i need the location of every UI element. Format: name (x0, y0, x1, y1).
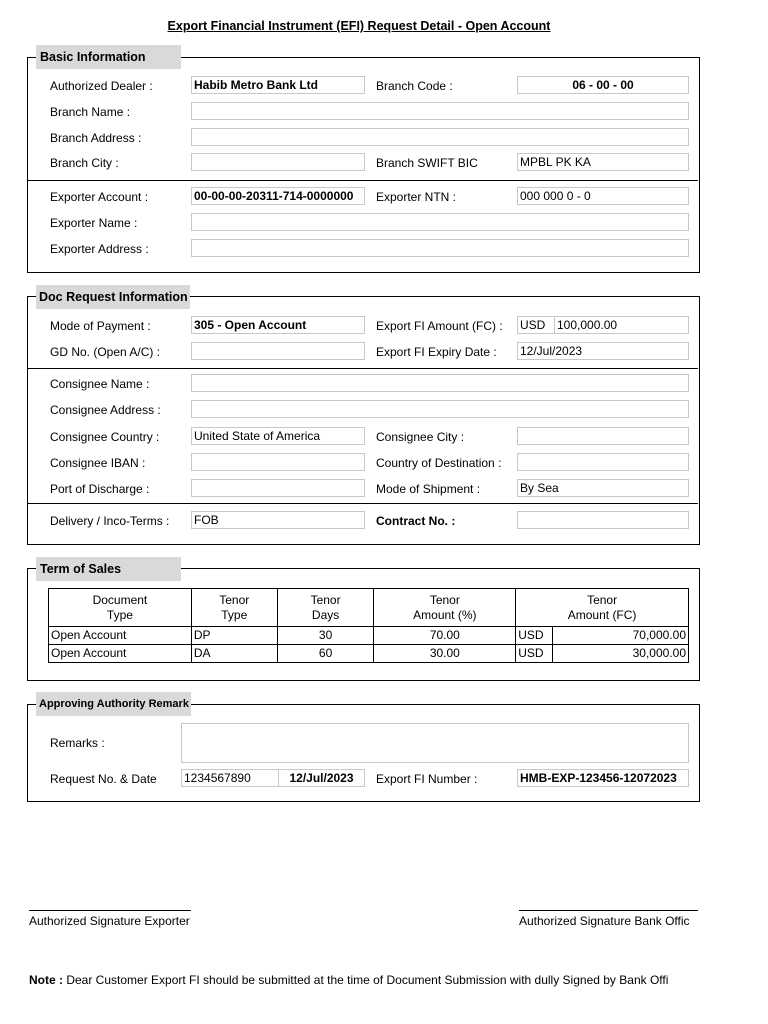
fi-expiry-field[interactable]: 12/Jul/2023 (517, 342, 689, 360)
request-no-label: Request No. & Date (50, 772, 157, 786)
cell-doc-type: Open Account (49, 645, 192, 663)
cell-days: 30 (277, 627, 374, 645)
page-title: Export Financial Instrument (EFI) Request Detail - Open Account (167, 19, 551, 33)
swift-field[interactable]: MPBL PK KA (517, 153, 689, 171)
inco-terms-field[interactable]: FOB (191, 511, 365, 529)
note (29, 970, 699, 990)
consignee-city-label: Consignee City : (376, 430, 465, 444)
cell-amount: 70,000.00 (553, 627, 689, 645)
approval-heading: Approving Authority Remark (36, 692, 191, 716)
exporter-name-field[interactable] (191, 213, 689, 231)
destination-country-field[interactable] (517, 453, 689, 471)
col-tenor-days: Tenor Days (277, 589, 374, 627)
col-tenor-amount-fc: Tenor Amount (FC) (516, 589, 689, 627)
request-no-field[interactable]: 1234567890 (181, 769, 279, 787)
fi-number-label: Export FI Number : (376, 772, 478, 786)
basic-divider (27, 180, 698, 181)
exporter-signature-label: Authorized Signature Exporter (29, 914, 190, 928)
port-of-discharge-field[interactable] (191, 479, 365, 497)
exporter-account-label: Exporter Account : (50, 190, 149, 204)
branch-code-field[interactable]: 06 - 00 - 00 (517, 76, 689, 94)
consignee-address-field[interactable] (191, 400, 689, 418)
branch-name-label: Branch Name : (50, 105, 131, 119)
cell-days: 60 (277, 645, 374, 663)
cell-currency: USD (516, 645, 553, 663)
consignee-country-label: Consignee Country : (50, 430, 160, 444)
branch-code-label: Branch Code : (376, 79, 453, 93)
gd-no-label: GD No. (Open A/C) : (50, 345, 161, 359)
port-of-discharge-label: Port of Discharge : (50, 482, 150, 496)
branch-city-label: Branch City : (50, 156, 119, 170)
fi-expiry-label: Export FI Expiry Date : (376, 345, 497, 359)
fi-amount-label: Export FI Amount (FC) : (376, 319, 503, 333)
term-of-sales-table (48, 588, 689, 663)
contract-no-field[interactable] (517, 511, 689, 529)
branch-name-field[interactable] (191, 102, 689, 120)
col-tenor-type: Tenor Type (191, 589, 277, 627)
mode-of-payment-label: Mode of Payment : (50, 319, 151, 333)
doc-request-heading: Doc Request Information (36, 285, 190, 309)
inco-terms-label: Delivery / Inco-Terms : (50, 514, 170, 528)
remarks-field[interactable] (181, 723, 689, 763)
exporter-ntn-label: Exporter NTN : (376, 190, 457, 204)
fi-number-field[interactable]: HMB-EXP-123456-12072023 (517, 769, 689, 787)
col-tenor-amount-pct: Tenor Amount (%) (374, 589, 516, 627)
swift-label: Branch SWIFT BIC (376, 156, 478, 170)
cell-amount: 30,000.00 (553, 645, 689, 663)
cell-tenor-type: DP (191, 627, 277, 645)
gd-no-field[interactable] (191, 342, 365, 360)
consignee-name-label: Consignee Name : (50, 377, 150, 391)
col-document-type: Document Type (49, 589, 192, 627)
authorized-dealer-label: Authorized Dealer : (50, 79, 153, 93)
mode-of-shipment-field[interactable]: By Sea (517, 479, 689, 497)
consignee-country-field[interactable]: United State of America (191, 427, 365, 445)
contract-no-label: Contract No. : (376, 514, 456, 528)
exporter-address-field[interactable] (191, 239, 689, 257)
consignee-name-field[interactable] (191, 374, 689, 392)
cell-doc-type: Open Account (49, 627, 192, 645)
consignee-iban-label: Consignee IBAN : (50, 456, 146, 470)
mode-of-shipment-label: Mode of Shipment : (376, 482, 481, 496)
doc-divider-2 (27, 503, 698, 504)
request-date-field[interactable]: 12/Jul/2023 (278, 769, 365, 787)
cell-pct: 70.00 (374, 627, 516, 645)
consignee-address-label: Consignee Address : (50, 403, 161, 417)
table-header-row (49, 589, 689, 627)
destination-country-label: Country of Destination : (376, 456, 502, 470)
cell-currency: USD (516, 627, 553, 645)
exporter-account-field[interactable]: 00-00-00-20311-714-0000000 (191, 187, 365, 205)
remarks-label: Remarks : (50, 736, 105, 750)
fi-amount-value-field[interactable]: 100,000.00 (554, 316, 689, 334)
cell-tenor-type: DA (191, 645, 277, 663)
branch-address-field[interactable] (191, 128, 689, 146)
exporter-name-label: Exporter Name : (50, 216, 138, 230)
fi-amount-currency-field[interactable]: USD (517, 316, 555, 334)
branch-address-label: Branch Address : (50, 131, 142, 145)
note-label: Note : (29, 973, 63, 987)
term-of-sales-heading: Term of Sales (36, 557, 181, 581)
table-row (49, 645, 689, 663)
cell-pct: 30.00 (374, 645, 516, 663)
table-row (49, 627, 689, 645)
note-text: Dear Customer Export FI should be submitted at the time of Document Submission with dully Signed by Bank Offi (63, 973, 669, 987)
exporter-address-label: Exporter Address : (50, 242, 149, 256)
branch-city-field[interactable] (191, 153, 365, 171)
exporter-ntn-field[interactable]: 000 000 0 - 0 (517, 187, 689, 205)
doc-divider-1 (27, 368, 698, 369)
authorized-dealer-field[interactable]: Habib Metro Bank Ltd (191, 76, 365, 94)
bank-signature-label: Authorized Signature Bank Offic (519, 914, 690, 928)
consignee-city-field[interactable] (517, 427, 689, 445)
consignee-iban-field[interactable] (191, 453, 365, 471)
basic-information-heading: Basic Information (36, 45, 181, 69)
mode-of-payment-field[interactable]: 305 - Open Account (191, 316, 365, 334)
